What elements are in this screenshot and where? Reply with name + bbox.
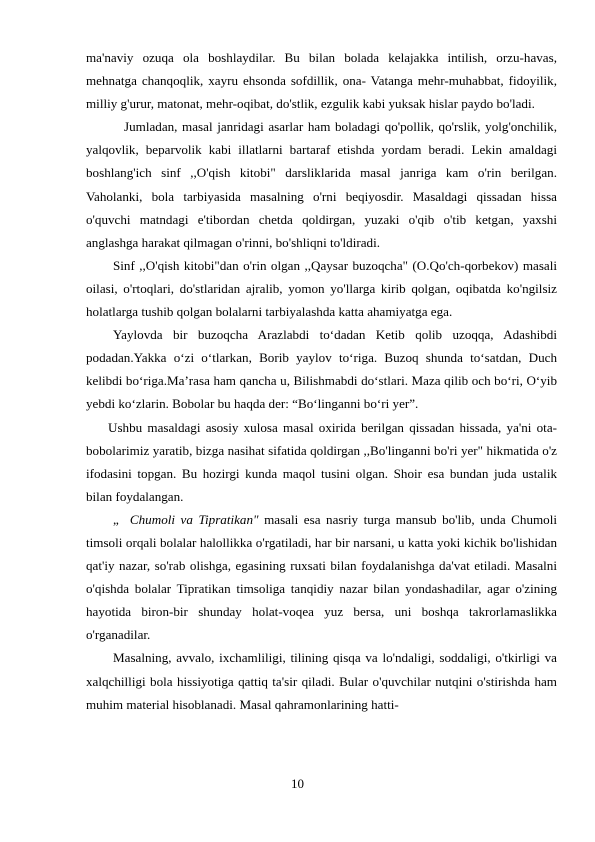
open-quote: „ xyxy=(113,511,119,527)
fable-title: Chumoli va Tipratikan" xyxy=(129,511,259,527)
paragraph-poem: Yaylovda bir buzoqcha Arazlabdi to‘dadan Ketib qolib uzoqqa, Adashibdi podadan.Yakka o‘zi o‘tlarkan, Borib yaylov to‘riga. Buzoq shunda to‘satdan, Duch kelibdi bo‘riga.Ma’rasa ham qancha u, Bilishmabdi do‘stlari. Maza qilib och bo‘ri, O‘yib yebdi ko‘zlarin. Bobolar bu haqda der: “Bo‘linganni bo‘ri yer”. xyxy=(86,327,557,412)
paragraph-masalning: Masalning, avvalo, ixchamliligi, tilining qisqa va lo'ndaligi, soddaligi, o'tkirligi va xalqchilligi bola hissiyotiga qattiq ta'sir qiladi. Bular o'quvchilar nutqini o'stirishda ham muhim material hisoblanadi. Masal qahramonlarining hatti- xyxy=(86,650,557,712)
paragraph-ushbu: Ushbu masaldagi asosiy xulosa masal oxirida berilgan qissadan hissada, ya'ni ota- bobolarimiz yaratib, bizga nasihat sifatida qoldirgan ,,Bo'linganni bo'ri yer" hikmatida o'z ifodasini topgan. Bu hozirgi kunda maqol tusini olgan. Shoir esa bundan juda ustalik bilan foydalangan. xyxy=(86,419,557,504)
page-number: 10 xyxy=(291,776,304,791)
paragraph-chumoli xyxy=(86,508,557,647)
paragraph-chumoli-text: masali esa nasriy turga mansub bo'lib, unda Chumoli timsoli orqali bolalar halollikka o'rgatiladi, har bir narsani, u katta yoki kichik bo'lishidan qat'iy nazar, so'rab olishga, egasining ruxsati bilan foydalanishga da'vat etiladi. Masalni o'qishda bolalar Tipratikan timsoliga tanqidiy nazar bilan yondashadilar, agar o'zining hayotida biron-bir shunday holat-voqea yuz bersa, uni boshqa takrorlamaslikka o'rganadilar. xyxy=(86,511,558,643)
document-page xyxy=(86,46,557,716)
paragraph-jumladan: Jumladan, masal janridagi asarlar ham boladagi qo'pollik, qo'rslik, yolg'onchilik, yalqovlik, beparvolik kabi illatlarni bartaraf etishda yordam beradi. Lekin amaldagi boshlang'ich sinf ,,O'qish kitobi" darsliklarida masal janriga kam o'rin berilgan. Vaholanki, bola tarbiyasida masalning o'rni beqiyosdir. Masaldagi qissadan hissa o'quvchi matndagi e'tibordan chetda qoldirgan, yuzaki o'qib o'tib ketgan, yaxshi anglashga harakat qilmagan o'rinni, bo'shliqni to'ldiradi. xyxy=(86,119,557,250)
paragraph-sinf: Sinf ,,O'qish kitobi"dan o'rin olgan ,,Qaysar buzoqcha" (O.Qo'ch-qorbekov) masali oilasi, o'rtoqlari, do'stlaridan ajralib, yomon yo'llarga kirib qolgan, oqibatda ko'ngilsiz holatlarga tushib qolgan bolalarni tarbiyalashda katta ahamiyatga ega. xyxy=(86,257,557,320)
paragraph-intro: ma'naviy ozuqa ola boshlaydilar. Bu bilan bolada kelajakka intilish, orzu-havas, mehnatga chanqoqlik, xayru ehsonda sofdillik, ona- Vatanga mehr-muhabbat, fidoyilik, milliy g'urur, matonat, mehr-oqibat, do'stlik, ezgulik kabi yuksak hislar paydo bo'ladi. xyxy=(86,50,557,112)
